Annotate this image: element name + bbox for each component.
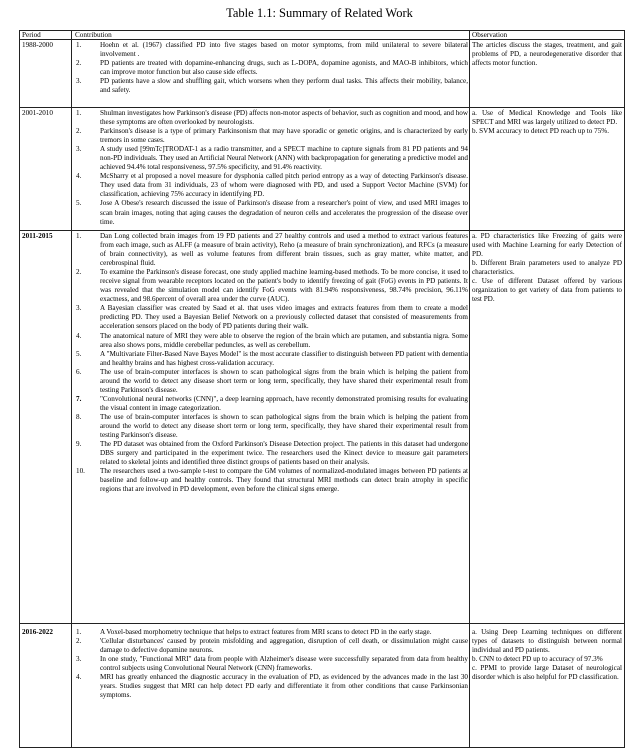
item-text: A Bayesian classifier was created by Saad et al. that uses video images and extracts features from them to create a model predicting PD. They used a Bayesian Belief Network on a previously collected dataset that consisted of measurements from acceleration sensors placed on the body of PD patients during their walk. [100,304,468,331]
observation-text: b. Different Brain parameters used to analyze PD characteristics. [472,259,622,277]
item-text: A "Multivariate Filter-Based Nave Bayes Model" is the most accurate classifier to distinguish between PD patient with dementia and healthy brains and has highest cross-validation accuracy. [100,349,468,367]
list-item [76,127,468,145]
list-item [76,41,468,59]
contribution-cell [76,109,468,227]
list-item [76,59,468,77]
list-item [76,199,468,226]
observation-text: The articles discuss the stages, treatment, and gait problems of PD, a neurodegenerative disorder that affects motor function. [472,41,622,68]
list-item [76,413,468,440]
item-text: Jose A Obese's research discussed the issue of Parkinson's disease from a researcher's point of view, and used MRI images to scan brain images, noting that aging causes the degradation of neuron cells and accelerates the progression of the disease over time. [100,199,468,226]
observation-text: a. Use of Medical Knowledge and Tools like SPECT and MRI was largely utilized to detect PD. [472,109,622,127]
row-divider [19,230,625,231]
item-text: "Convolutional neural networks (CNN)", a deep learning approach, have recently demonstrated promising results for evaluating the visual content in image categorization. [100,394,468,412]
item-number: 6. [76,367,82,376]
observation-text: c. PPMI to provide large Dataset of neurological disorder which is also helpful for PD classification. [472,664,622,682]
item-number: 8. [76,412,82,421]
item-number: 5. [76,349,82,358]
item-number: 1. [76,232,82,240]
period-cell: 1988-2000 [22,41,53,49]
list-item [76,440,468,467]
header-observation: Observation [472,31,508,39]
item-text: In one study, "Functional MRI" data from people with Alzheimer's disease were successfully separated from data from healthy control subjects using Convolutional Neural Network (CNN) frameworks. [100,655,468,673]
header-contribution: Contribution [75,31,112,39]
item-text: Dan Long collected brain images from 19 PD patients and 27 healthy controls and used a method to extract various features from each image, such as ALFF (a measure of brain activity), Reho (a measure of brain synchronization), and RFCs (a measure of brain connectivity), as well as volume features from different brain tissues, such as gray matter, white matter, and cerebrospinal fluid. [100,232,468,268]
item-text: Parkinson's disease is a type of primary Parkinsonism that may have sporadic or genetic origins, and is characterized by early tremors in some cases. [100,127,468,145]
list-item [76,332,468,350]
item-number: 3. [76,304,82,313]
item-text: McSharry et al proposed a novel measure for dysphonia called pitch period entropy as a way of detecting Parkinson's disease. They used data from 31 individuals, 23 of whom were diagnosed with PD, and used a Support Vector Machine (SVM) for classification, achieving 75% accuracy in identifying PD. [100,172,468,199]
header-period: Period [22,31,41,39]
item-number: 3. [76,77,82,86]
list-item [76,655,468,673]
item-text: MRI has greatly enhanced the diagnostic accuracy in the evaluation of PD, as evidenced by the advances made in the last 30 years. Studies suggest that MRI can help detect PD early and differentiate it from other conditions that cause Parkinsonian symptoms. [100,673,468,700]
column-divider [469,30,470,748]
item-number: 1. [76,41,82,49]
item-number: 2. [76,127,82,136]
item-text: A Voxel-based morphometry technique that helps to extract features from MRI scans to detect PD in the early stage. [100,628,432,636]
contribution-cell [76,41,468,95]
item-number: 4. [76,172,82,181]
item-number: 1. [76,109,82,117]
row-divider [19,623,625,624]
observation-text: a. Using Deep Learning techniques on different types of datasets to distinguish between normal individual and PD patients. [472,628,622,655]
item-number: 4. [76,331,82,340]
list-item [76,77,468,95]
observation-text: c. Use of different Dataset offered by various organization to get variety of data from patients to test PD. [472,277,622,304]
list-item [76,467,468,494]
item-text: To examine the Parkinson's disease forecast, one study applied machine learning-based methods. To be more concise, it used to receive signal from wearable receptors located on the patient's body to identify freezing of gait (FoG) events in PD patients. It was revealed that the simulation model can identify FoG events with 81.94% responsiveness, 98.74% precision, 96.11% exactness, and 98.6percent of overall area under the curve (AUC). [100,268,468,304]
list-item [76,232,468,268]
period-cell: 2011-2015 [22,232,53,240]
observation-text: b. SVM accuracy to detect PD reach up to 75%. [472,127,610,136]
item-number: 10. [76,467,85,476]
table-border-left [19,30,20,748]
list-item [76,368,468,395]
item-number: 9. [76,440,82,449]
list-item [76,637,468,655]
observation-cell [472,41,622,68]
column-divider [71,30,72,748]
item-text: 'Cellular disturbances' caused by protein misfolding and aggregation, disruption of cell death, or dissimulation might cause damage to defective dopamine neurons. [100,637,468,655]
observation-cell [472,628,622,682]
list-item [76,673,468,700]
item-text: The anatomical nature of MRI they were able to observe the region of the brain which are putamen, and substantia nigra. Some area also shows pons, middle cerebellar peduncles, as well as cerebellum. [100,331,468,349]
list-item [76,109,468,127]
item-number: 2. [76,637,82,646]
item-text: The use of brain-computer interfaces is shown to scan pathological signs from the brain which is helping the patient from around the world to detect any disease short term or long term, specifically, they have shared their experimental result from testing Parkinson's disease. [100,412,468,440]
item-text: The researchers used a two-sample t-test to compare the GM volumes of normalized-modulated images between PD patients at baseline and follow-up and healthy controls. They found that structural MRI methods can detect brain atrophy in specific regions that are involved in PD development, even before the clinical signs emerge. [100,467,468,494]
item-number: 7. [76,394,82,403]
observation-cell [472,232,622,304]
list-item [76,628,468,637]
item-text: Hoehn et al. (1967) classified PD into five stages based on motor symptoms, from mild unilateral to severe bilateral involvement . [100,41,468,59]
item-text: The PD dataset was obtained from the Oxford Parkinson's Disease Detection project. The patients in this dataset had undergone DBS surgery and participated in the experiment twice. The researchers used the Kinect device to measure gait parameters related to skeletal joints and identified three distinct groups of patients based on their analysis. [100,440,468,467]
item-text: The use of brain-computer interfaces is shown to scan pathological signs from the brain which is helping the patient from around the world to detect any disease short term or long term, specifically, they have shared their experimental result from testing Parkinson's disease. [100,367,468,394]
item-text: PD patients have a slow and shuffling gait, which worsens when they perform dual tasks. This affects their mobility, balance, and safety. [100,77,468,95]
observation-cell [472,109,622,136]
item-number: 4. [76,673,82,682]
list-item [76,145,468,172]
row-divider [19,107,625,108]
contribution-cell [76,628,468,700]
observation-text: a. PD characteristics like Freezing of gaits were used with Machine Learning for early Detection of PD. [472,232,622,259]
list-item [76,395,468,413]
period-cell: 2001-2010 [22,109,53,117]
period-cell: 2016-2022 [22,628,53,636]
table-title: Table 1.1: Summary of Related Work [226,6,413,20]
table-border-bottom [19,747,625,748]
list-item [76,172,468,199]
table-border-right [624,30,625,748]
item-number: 1. [76,628,82,636]
item-text: A study used [99mTc]TRODAT-1 as a radio transmitter, and a SPECT machine to capture signals from 81 PD patients and 94 non-PD individuals. They used an Artificial Neural Network (ANN) with backpropagation for generating a predictive model and achieved 94.4% total responsiveness, 97.5% specificity, and 91.4% reactivity. [100,145,468,172]
item-number: 3. [76,145,82,154]
item-number: 5. [76,199,82,208]
contribution-cell [76,232,468,494]
observation-text: b. CNN to detect PD up to accuracy of 97.3% [472,655,603,664]
list-item [76,350,468,368]
item-text: Shulman investigates how Parkinson's disease (PD) affects non-motor aspects of behavior, such as cognition and mood, and how these symptoms are often overlooked by neurologists. [100,109,468,127]
item-number: 2. [76,59,82,68]
item-text: PD patients are treated with dopamine-enhancing drugs, such as L-DOPA, dopamine agonists, and MAO-B inhibitors, which can improve motor function but also cause side effects. [100,59,468,77]
item-number: 3. [76,655,82,664]
related-work-table [19,30,625,748]
item-number: 2. [76,268,82,277]
list-item [76,268,468,304]
list-item [76,304,468,331]
